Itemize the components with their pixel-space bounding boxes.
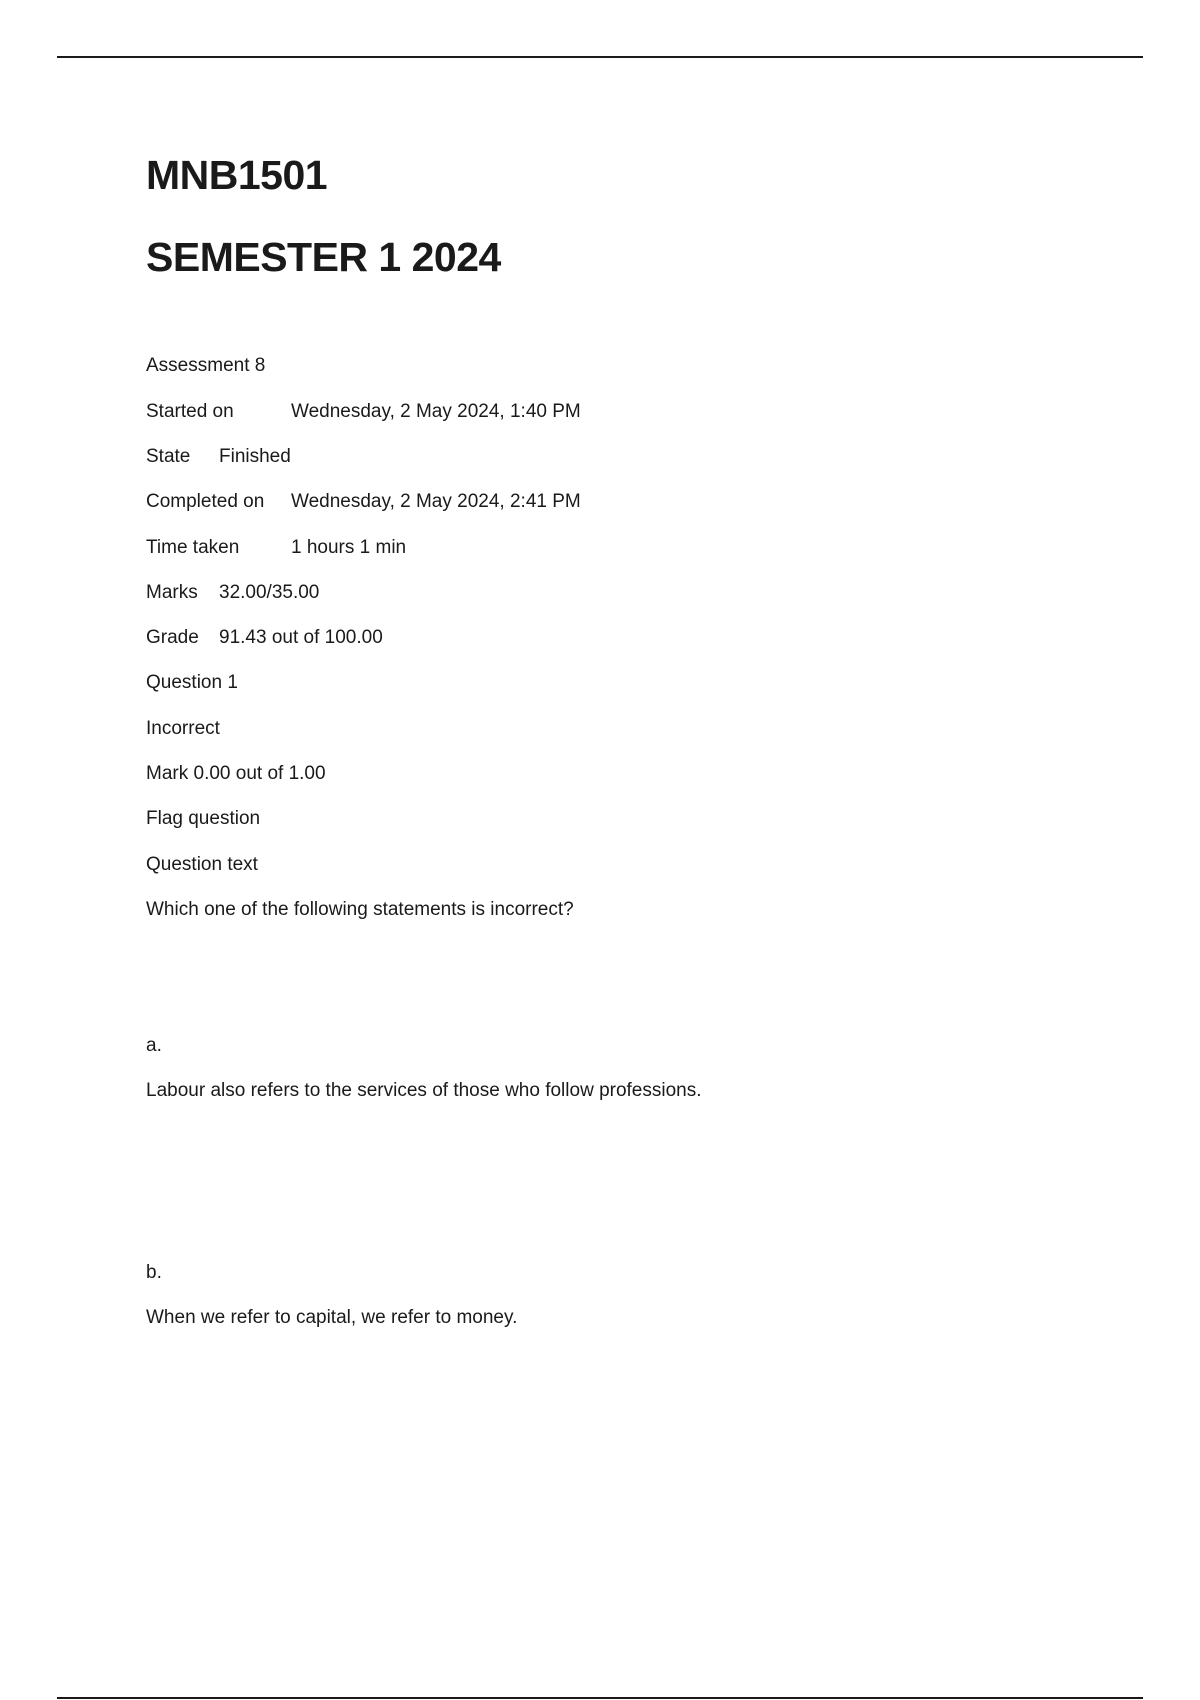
completed-on-label: Completed on xyxy=(146,491,265,512)
semester-heading: SEMESTER 1 2024 xyxy=(146,234,501,280)
bottom-rule xyxy=(57,1697,1143,1699)
started-on-row xyxy=(146,400,581,424)
assessment-title: Assessment 8 xyxy=(146,355,266,376)
question-number: Question 1 xyxy=(146,672,238,693)
state-row xyxy=(146,445,291,469)
started-on-value: Wednesday, 2 May 2024, 1:40 PM xyxy=(291,401,581,422)
marks-label: Marks xyxy=(146,582,198,603)
option-a-text: Labour also refers to the services of those who follow professions. xyxy=(146,1080,702,1101)
state-value: Finished xyxy=(219,446,291,467)
question-text-label: Question text xyxy=(146,854,258,875)
option-a-letter: a. xyxy=(146,1035,162,1056)
grade-label: Grade xyxy=(146,627,199,648)
flag-question-link[interactable]: Flag question xyxy=(146,808,261,829)
question-text: Which one of the following statements is incorrect? xyxy=(146,899,574,920)
completed-on-value: Wednesday, 2 May 2024, 2:41 PM xyxy=(291,491,581,512)
completed-on-row xyxy=(146,490,581,514)
marks-row xyxy=(146,581,319,605)
started-on-label: Started on xyxy=(146,401,234,422)
time-taken-value: 1 hours 1 min xyxy=(291,537,407,558)
grade-row xyxy=(146,626,383,650)
grade-value: 91.43 out of 100.00 xyxy=(219,627,383,648)
marks-value: 32.00/35.00 xyxy=(219,582,320,603)
top-rule xyxy=(57,56,1143,58)
state-label: State xyxy=(146,446,191,467)
time-taken-label: Time taken xyxy=(146,537,240,558)
time-taken-row xyxy=(146,536,406,560)
question-mark: Mark 0.00 out of 1.00 xyxy=(146,763,326,784)
option-b-letter: b. xyxy=(146,1262,162,1283)
course-code-heading: MNB1501 xyxy=(146,152,328,198)
option-b-text: When we refer to capital, we refer to money. xyxy=(146,1307,518,1328)
question-status: Incorrect xyxy=(146,718,220,739)
